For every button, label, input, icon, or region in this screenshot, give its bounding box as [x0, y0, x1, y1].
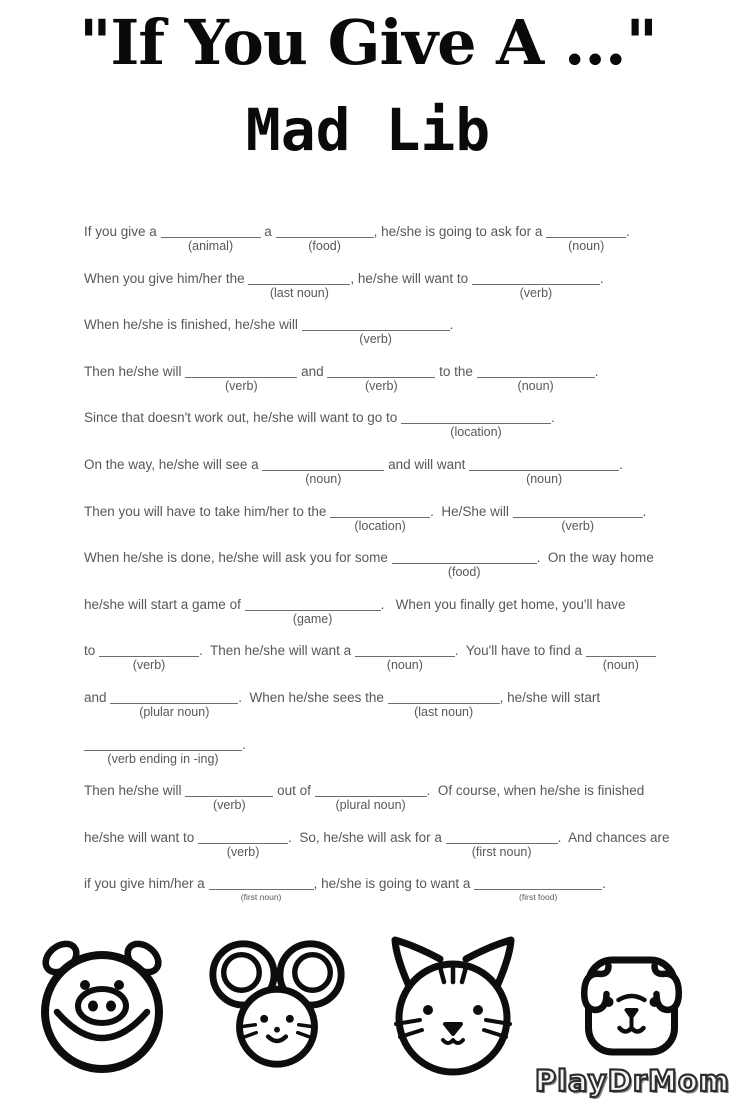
madlib-text: . — [619, 456, 623, 472]
madlib-line — [84, 504, 674, 551]
madlib-line — [84, 271, 674, 318]
pig-icon — [27, 932, 177, 1082]
fill-in-blank — [472, 271, 600, 300]
fill-in-blank — [474, 876, 602, 903]
madlib-text: , he/she is going to ask for a — [373, 224, 547, 239]
madlib-text: . — [626, 224, 630, 239]
mouse-icon — [203, 933, 351, 1081]
fill-in-blank — [110, 690, 238, 719]
blank-hint-label: (food) — [308, 239, 341, 253]
madlib-text: Then he/she will — [84, 363, 186, 379]
blank-hint-label: (verb) — [359, 332, 392, 347]
madlib-text: . — [602, 876, 606, 892]
madlib-text: he/she will start a game of — [84, 596, 245, 612]
blank-hint-label: (verb) — [519, 285, 553, 300]
madlib-text: and — [297, 363, 328, 379]
madlib-text: . — [642, 503, 647, 519]
fill-in-blank — [477, 364, 595, 393]
madlib-text: . — [599, 270, 604, 286]
page-title: "If You Give A ..." — [79, 6, 657, 79]
madlib-text: On the way, he/she will see a — [84, 456, 263, 472]
blank-hint-label: (verb) — [226, 844, 260, 859]
madlib-text: Then you will have to take him/her to the — [84, 503, 331, 519]
blank-hint-label: (animal) — [187, 239, 234, 253]
madlib-text: and — [84, 689, 111, 705]
madlib-text: . — [594, 363, 599, 379]
fill-in-blank — [327, 364, 435, 393]
madlib-text: , he/she will start — [499, 689, 601, 705]
madlib-text: Since that doesn't work out, he/she will want to go to — [84, 410, 402, 426]
madlib-text: . He/She will — [430, 503, 513, 519]
fill-in-blank — [84, 737, 242, 766]
fill-in-blank — [262, 457, 384, 486]
madlib-text: . — [242, 736, 246, 752]
blank-hint-label: (noun) — [517, 378, 554, 393]
madlib-text: he/she will want to — [84, 829, 199, 845]
madlib-text: Then he/she will — [84, 783, 186, 799]
blank-hint-label: (game) — [292, 611, 333, 626]
madlib-text: . When you finally get home, you'll have — [380, 596, 626, 612]
fill-in-blank — [586, 643, 656, 673]
fill-in-blank — [302, 317, 450, 347]
madlib-text: if you give him/her a — [84, 876, 209, 892]
madlib-text: When he/she is finished, he/she will — [84, 317, 302, 333]
blank-hint-label: (noun) — [386, 658, 423, 673]
fill-in-blank — [198, 830, 288, 859]
madlib-line — [84, 550, 674, 597]
blank-hint-label: (verb) — [132, 658, 166, 673]
blank-hint-label: (verb) — [212, 798, 246, 813]
madlib-text: When you give him/her the — [84, 270, 249, 286]
madlib-line — [84, 830, 674, 877]
watermark: PlayDrMom — [534, 1064, 730, 1098]
blank-hint-label: (last noun) — [414, 704, 474, 719]
madlib-text: When he/she is done, he/she will ask you for some — [84, 550, 392, 566]
madlib-text: . When he/she sees the — [238, 689, 388, 705]
blank-hint-label: (noun) — [305, 471, 342, 486]
madlib-line — [84, 597, 674, 644]
fill-in-blank — [446, 830, 558, 859]
madlib-line — [84, 737, 674, 784]
fill-in-blank — [546, 224, 626, 253]
fill-in-blank — [161, 224, 261, 253]
madlib-text: a — [260, 224, 276, 239]
madlib-line — [84, 364, 674, 411]
blank-hint-label: (plular noun) — [139, 704, 210, 719]
madlib-line — [84, 457, 674, 504]
blank-hint-label: (verb) — [365, 378, 398, 393]
cat-icon — [378, 932, 528, 1082]
fill-in-blank — [245, 597, 381, 626]
blank-hint-label: (plural noun) — [335, 798, 406, 813]
page-subtitle: Mad Lib — [245, 96, 491, 164]
blank-hint-label: (verb ending in -ing) — [107, 751, 219, 766]
madlib-text: If you give a — [84, 224, 161, 239]
madlib-line — [84, 690, 674, 737]
blank-hint-label: (location) — [354, 518, 406, 533]
fill-in-blank — [276, 224, 374, 253]
blank-hint-label: (location) — [450, 425, 502, 440]
fill-in-blank — [185, 783, 273, 813]
madlib-text: to — [84, 643, 100, 659]
blank-hint-label: (food) — [447, 565, 481, 580]
madlib-text: to the — [435, 363, 477, 379]
blank-hint-label: (last noun) — [269, 285, 329, 300]
madlib-line — [84, 643, 674, 690]
fill-in-blank — [355, 643, 455, 673]
fill-in-blank — [401, 410, 551, 440]
madlib-text: , he/she will want to — [350, 270, 472, 286]
madlib-text: . On the way home — [536, 550, 654, 566]
madlib-line — [84, 224, 674, 271]
blank-hint-label: (verb) — [561, 518, 594, 533]
blank-hint-label: (first food) — [519, 892, 558, 903]
madlib-text: . And chances are — [557, 829, 670, 845]
madlib-line — [84, 410, 674, 457]
madlib-text: . Of course, when he/she is finished — [426, 783, 645, 799]
fill-in-blank — [248, 271, 350, 300]
madlib-text: . You'll have to find a — [454, 643, 586, 659]
fill-in-blank — [392, 550, 537, 580]
blank-hint-label: (first noun) — [240, 892, 282, 903]
madlib-line — [84, 876, 674, 923]
fill-in-blank — [469, 457, 619, 486]
blank-hint-label: (verb) — [224, 378, 258, 393]
blank-hint-label: (noun) — [568, 239, 605, 253]
fill-in-blank — [388, 690, 500, 719]
madlib-text: . So, he/she will ask for a — [288, 829, 446, 845]
madlib-line — [84, 783, 674, 830]
madlib-text: . — [449, 317, 454, 333]
blank-hint-label: (noun) — [526, 471, 563, 486]
madlib-text: out of — [273, 783, 315, 799]
fill-in-blank — [209, 876, 314, 903]
madlib-text: . — [551, 410, 555, 426]
dog-icon — [554, 932, 709, 1082]
fill-in-blank — [315, 783, 427, 813]
madlib-line — [84, 317, 674, 364]
madlib-lines — [84, 224, 674, 923]
madlib-text: , he/she is going to want a — [313, 876, 475, 892]
madlib-text: and will want — [384, 456, 470, 472]
fill-in-blank — [99, 643, 199, 673]
blank-hint-label: (first noun) — [471, 844, 532, 859]
fill-in-blank — [185, 364, 297, 393]
fill-in-blank — [513, 504, 643, 533]
animal-illustrations — [0, 932, 736, 1082]
blank-hint-label: (noun) — [602, 658, 639, 673]
madlib-text: . Then he/she will want a — [199, 643, 355, 659]
fill-in-blank — [330, 504, 430, 533]
